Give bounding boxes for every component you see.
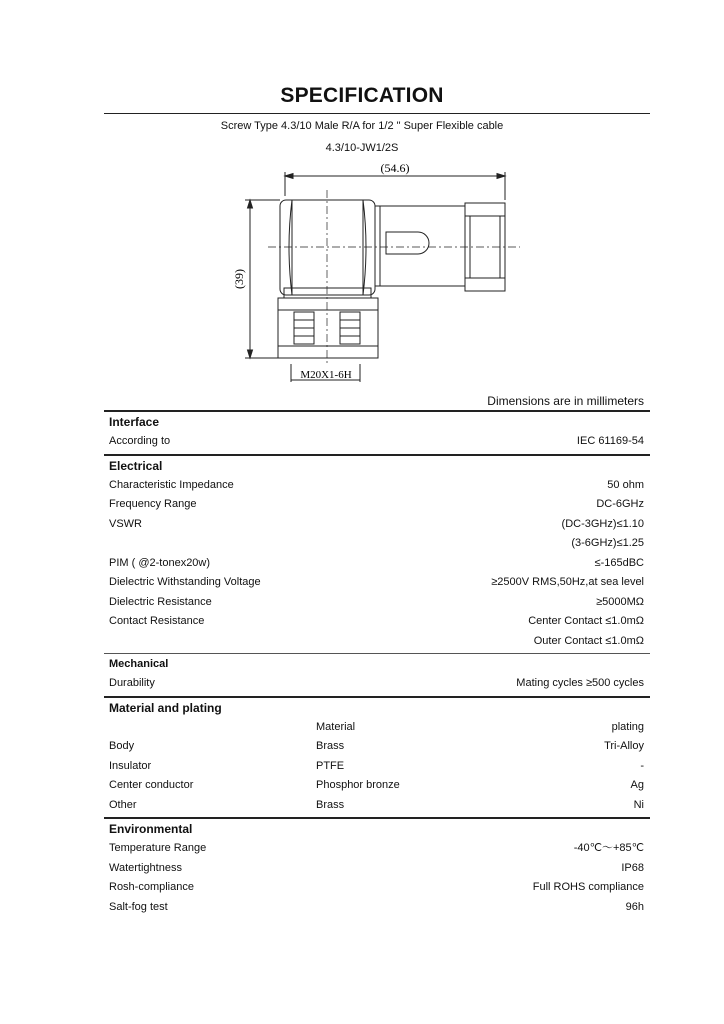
table-row (104, 573, 650, 593)
table-row (104, 737, 650, 757)
row-value: -40℃～+85℃ (573, 842, 644, 854)
column-header-material: Material (316, 720, 356, 733)
table-header-row (104, 718, 650, 738)
row-label: Watertightness (109, 861, 182, 874)
cable-pin (386, 232, 429, 254)
row-material: Phosphor bronze (316, 779, 400, 791)
section-mechanical: Mechanical (104, 653, 650, 674)
table-row (104, 515, 650, 535)
row-label: Frequency Range (109, 498, 197, 510)
table-row (104, 432, 650, 452)
row-value: (3-6GHz)≤1.25 (571, 537, 644, 549)
row-value: IP68 (621, 861, 644, 874)
table-row (104, 796, 650, 816)
document-title: SPECIFICATION (280, 84, 444, 107)
row-value: Mating cycles ≥500 cycles (516, 677, 644, 689)
connector-drawing (0, 0, 724, 400)
row-material: Brass (316, 798, 345, 811)
row-value: IEC 61169-54 (576, 435, 644, 447)
table-row (104, 839, 650, 859)
row-label: Body (109, 740, 135, 752)
table-row (104, 495, 650, 515)
row-value: ≤-165dBC (594, 556, 644, 569)
row-value: Center Contact ≤1.0mΩ (528, 615, 644, 627)
dim-height-label: (39) (232, 269, 246, 289)
row-material: Brass (316, 740, 345, 752)
row-label: Dielectric Withstanding Voltage (109, 576, 261, 588)
row-label: Salt-fog test (109, 900, 168, 913)
row-label: Characteristic Impedance (109, 478, 234, 491)
row-value: DC-6GHz (596, 498, 644, 510)
section-material: Material and plating (104, 696, 650, 718)
row-value: Outer Contact ≤1.0mΩ (533, 634, 644, 647)
table-row (104, 757, 650, 777)
row-material: PTFE (316, 759, 345, 772)
row-label: Temperature Range (109, 842, 207, 854)
dimension-note: Dimensions are in millimeters (487, 394, 644, 408)
table-row (104, 776, 650, 796)
row-label: VSWR (109, 517, 142, 530)
row-value: Full ROHS compliance (532, 881, 644, 893)
row-label: Insulator (109, 759, 152, 772)
section-environmental: Environmental (104, 817, 650, 839)
dim-width-label: (54.6) (380, 161, 410, 175)
row-value: ≥2500V RMS,50Hz,at sea level (491, 576, 644, 588)
row-value: ≥5000MΩ (596, 595, 644, 608)
row-label: Dielectric Resistance (109, 595, 212, 608)
part-number: 4.3/10-JW1/2S (325, 142, 399, 154)
body-collar (284, 288, 371, 298)
table-row (104, 859, 650, 879)
table-row (104, 878, 650, 898)
section-electrical: Electrical (104, 454, 650, 476)
row-plating: Ni (633, 798, 644, 811)
table-row (104, 612, 650, 632)
row-value: 96h (625, 900, 644, 913)
row-label: Durability (109, 677, 155, 689)
cable-body (375, 206, 465, 286)
body-outline (280, 200, 375, 295)
row-plating: - (640, 759, 644, 772)
table-row (104, 632, 650, 652)
body-hex-curves (289, 200, 366, 295)
table-row (104, 476, 650, 496)
row-value: (DC-3GHz)≤1.10 (561, 517, 644, 530)
coupling-nut (278, 298, 378, 358)
thread-label: M20X1-6H (300, 369, 352, 381)
column-header-plating: plating (611, 720, 644, 733)
table-row (104, 534, 650, 554)
table-row (104, 593, 650, 613)
table-row (104, 898, 650, 918)
product-description: Screw Type 4.3/10 Male R/A for 1/2 " Super Flexible cable (220, 120, 504, 132)
table-row (104, 554, 650, 574)
row-label: Center conductor (109, 779, 194, 791)
row-label: Contact Resistance (109, 615, 205, 627)
row-label: PIM ( @2-tonex20w) (109, 556, 211, 569)
row-value: 50 ohm (607, 478, 644, 491)
row-label: According to (109, 435, 171, 447)
row-plating: Ag (630, 779, 644, 791)
row-label: Other (109, 798, 137, 811)
specification-table (104, 410, 650, 917)
row-label: Rosh-compliance (109, 881, 194, 893)
row-plating: Tri-Alloy (604, 740, 644, 752)
section-interface: Interface (104, 410, 650, 432)
table-row (104, 674, 650, 694)
coupling-nut-bands (278, 310, 378, 346)
